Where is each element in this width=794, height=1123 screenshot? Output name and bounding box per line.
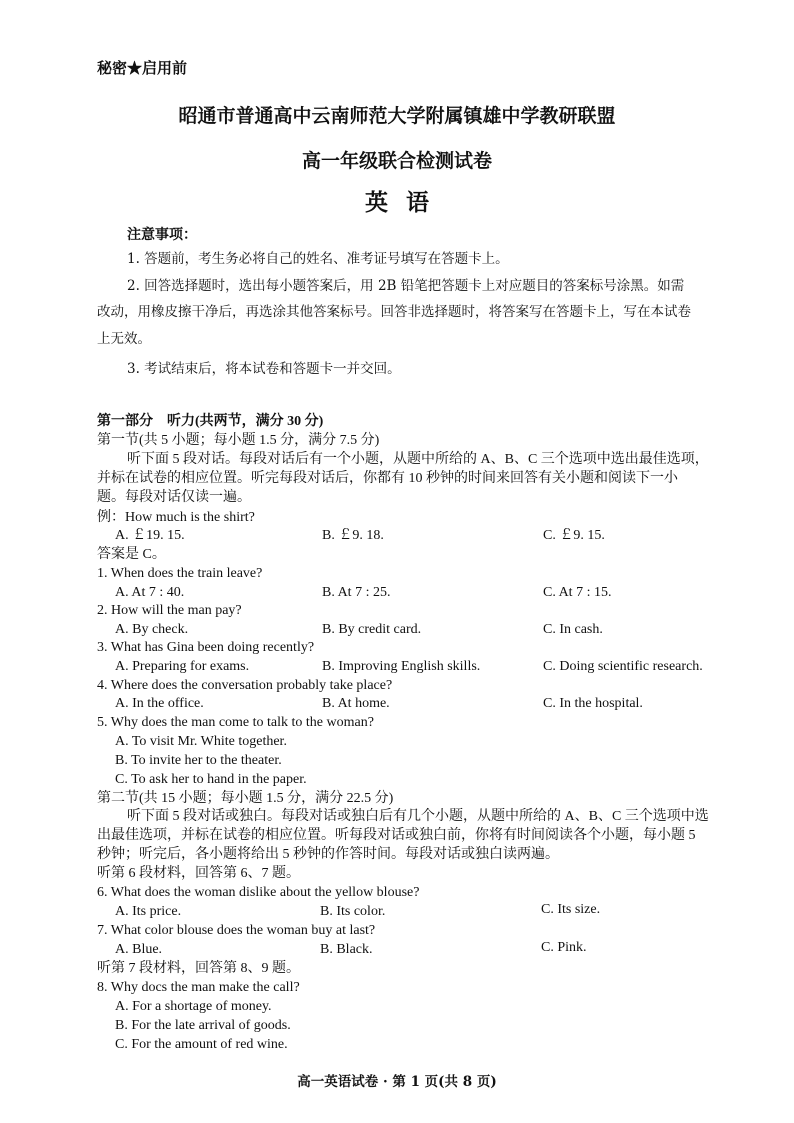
question-option-b: B. To invite her to the theater. <box>115 753 282 768</box>
notice-item-1: 1. 答题前，考生务必将自己的姓名、准考证号填写在答题卡上。 <box>127 251 509 267</box>
question-option-a: A. Its price. <box>115 904 182 919</box>
question-option-a: A. At 7 : 40. <box>115 585 185 600</box>
question-stem: 7. What color blouse does the woman buy at last? <box>97 923 376 938</box>
question-stem: 5. Why does the man come to talk to the woman? <box>97 715 374 730</box>
question-option-b: B. At home. <box>322 696 390 711</box>
section1-heading: 第一节(共 5 小题；每小题 1.5 分，满分 7.5 分) <box>97 433 380 448</box>
question-option-b: B. By credit card. <box>322 622 422 637</box>
notice-item-2-line-3: 上无效。 <box>97 331 151 347</box>
section2-instruction-line-1: 听下面 5 段对话或独白。每段对话或独白后有几个小题，从题中所给的 A、B、C 三个选项中选 <box>127 809 709 824</box>
example-answer: 答案是 C。 <box>97 547 166 562</box>
question-option-c: C. Its size. <box>541 902 601 917</box>
question-option-b: B. Black. <box>320 942 373 957</box>
section1-instruction-line-2: 并标在试卷的相应位置。听完每段对话后，你都有 10 秒钟的时间来回答有关小题和阅读下一小 <box>97 471 678 486</box>
question-option-b: B. Improving English skills. <box>322 659 481 674</box>
section2-instruction-line-2: 出最佳选项，并标在试卷的相应位置。听每段对话或独白前，你将有时间阅读各个小题，每小题 5 <box>97 828 696 843</box>
notice-item-2-line-1: 2. 回答选择题时，选出每小题答案后，用 2B 铅笔把答题卡上对应题目的答案标号涂黑。如需 <box>127 278 685 294</box>
example-question: 例：How much is the shirt? <box>97 510 255 525</box>
section1-instruction-line-3: 题。每段对话仅读一遍。 <box>97 490 251 505</box>
confidential-label: 秘密★启用前 <box>97 59 188 77</box>
example-option-a: A. ￡19. 15. <box>115 528 185 543</box>
page-footer: 高一英语试卷 · 第 1 页(共 8 页) <box>297 1074 497 1090</box>
notice-item-2-line-2: 改动，用橡皮擦干净后，再选涂其他答案标号。回答非选择题时，将答案写在答题卡上，写在本试卷 <box>97 304 691 320</box>
example-option-b: B. ￡9. 18. <box>322 528 384 543</box>
material-7-label: 听第 7 段材料，回答第 8、9 题。 <box>97 961 300 976</box>
notice-heading: 注意事项： <box>127 227 197 243</box>
question-stem: 1. When does the train leave? <box>97 566 263 581</box>
exam-title: 高一年级联合检测试卷 <box>301 150 492 172</box>
question-option-a: A. Blue. <box>115 942 163 957</box>
question-stem: 4. Where does the conversation probably take place? <box>97 678 393 693</box>
question-option-b: B. Its color. <box>320 904 386 919</box>
alliance-title: 昭通市普通高中云南师范大学附属镇雄中学教研联盟 <box>178 105 616 127</box>
question-option-c: C. Pink. <box>541 940 587 955</box>
question-option-c: C. In cash. <box>543 622 603 637</box>
part1-heading: 第一部分 听力(共两节，满分 30 分) <box>97 414 324 429</box>
question-stem: 8. Why docs the man make the call? <box>97 980 300 995</box>
question-option-b: B. For the late arrival of goods. <box>115 1018 291 1033</box>
section2-instruction-line-3: 秒钟；听完后，各小题将给出 5 秒钟的作答时间。每段对话或独白读两遍。 <box>97 847 559 862</box>
question-option-c: C. To ask her to hand in the paper. <box>115 772 307 787</box>
question-option-a: A. In the office. <box>115 696 204 711</box>
question-option-c: C. At 7 : 15. <box>543 585 612 600</box>
question-option-a: A. By check. <box>115 622 189 637</box>
question-option-a: A. For a shortage of money. <box>115 999 272 1014</box>
question-option-a: A. Preparing for exams. <box>115 659 250 674</box>
question-option-a: A. To visit Mr. White together. <box>115 734 287 749</box>
material-6-label: 听第 6 段材料，回答第 6、7 题。 <box>97 866 300 881</box>
notice-item-3: 3. 考试结束后，将本试卷和答题卡一并交回。 <box>127 361 401 377</box>
question-option-b: B. At 7 : 25. <box>322 585 391 600</box>
question-option-c: C. Doing scientific research. <box>543 659 703 674</box>
question-option-c: C. In the hospital. <box>543 696 643 711</box>
question-stem: 6. What does the woman dislike about the yellow blouse? <box>97 885 420 900</box>
question-stem: 3. What has Gina been doing recently? <box>97 640 315 655</box>
section1-instruction-line-1: 听下面 5 段对话。每段对话后有一个小题，从题中所给的 A、B、C 三个选项中选出最佳选项， <box>127 452 709 467</box>
question-stem: 2. How will the man pay? <box>97 603 242 618</box>
question-option-c: C. For the amount of red wine. <box>115 1037 288 1052</box>
subject-title: 英语 <box>365 189 447 216</box>
section2-heading: 第二节(共 15 小题；每小题 1.5 分，满分 22.5 分) <box>97 791 394 806</box>
example-option-c: C. ￡9. 15. <box>543 528 605 543</box>
